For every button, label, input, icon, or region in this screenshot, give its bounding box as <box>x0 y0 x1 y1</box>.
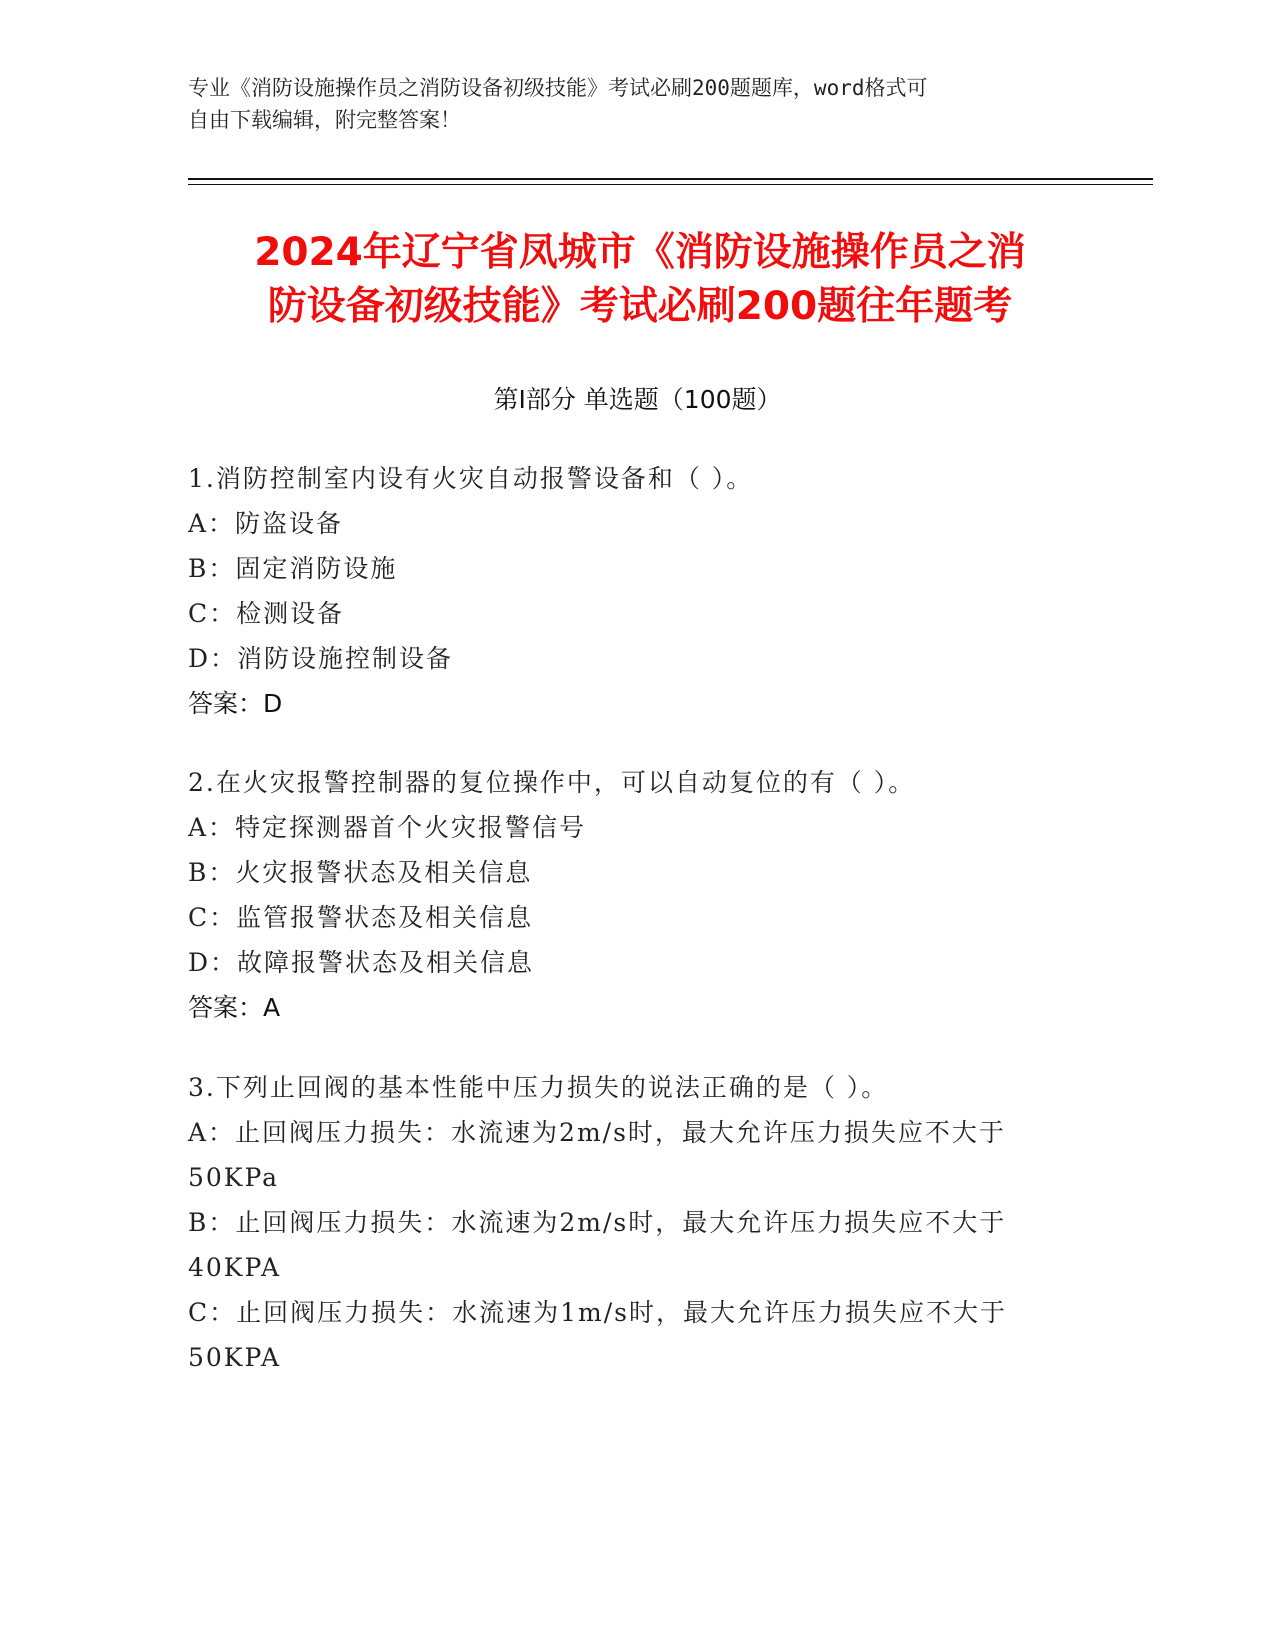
question-stem: 2.在火灾报警控制器的复位操作中，可以自动复位的有（ ）。 <box>188 768 916 797</box>
option-d: D：故障报警状态及相关信息 <box>188 948 535 977</box>
option-c: C：监管报警状态及相关信息 <box>188 903 534 932</box>
option-b: B：火灾报警状态及相关信息 <box>188 858 533 887</box>
question-stem: 1.消防控制室内设有火灾自动报警设备和（ ）。 <box>188 464 754 493</box>
question-2 <box>188 760 1088 1030</box>
option-b: B：止回阀压力损失：水流速为2m/s时，最大允许压力损失应不大于40KPA <box>188 1208 1007 1282</box>
answer-text: 答案：D <box>188 689 283 718</box>
question-1 <box>188 456 1088 726</box>
header-note-line-1: 专业《消防设施操作员之消防设备初级技能》考试必刷200题题库，word格式可 <box>188 76 928 100</box>
option-d: D：消防设施控制设备 <box>188 644 454 673</box>
option-b: B：固定消防设施 <box>188 554 398 583</box>
header-divider-thick <box>188 178 1153 180</box>
answer-text: 答案：A <box>188 993 281 1022</box>
header-note-line-2: 自由下载编辑，附完整答案！ <box>188 108 461 132</box>
option-a: A：止回阀压力损失：水流速为2m/s时，最大允许压力损失应不大于50KPa <box>188 1118 1006 1192</box>
option-c: C：止回阀压力损失：水流速为1m/s时，最大允许压力损失应不大于50KPA <box>188 1298 1007 1372</box>
question-stem: 3.下列止回阀的基本性能中压力损失的说法正确的是（ ）。 <box>188 1073 889 1102</box>
header-note <box>188 72 1088 136</box>
question-3 <box>188 1065 1038 1380</box>
document-title <box>160 226 1120 334</box>
document-title-line-2: 防设备初级技能》考试必刷200题往年题考 <box>267 284 1013 329</box>
option-a: A：特定探测器首个火灾报警信号 <box>188 813 587 842</box>
header-divider-thin <box>188 184 1153 185</box>
option-c: C：检测设备 <box>188 599 345 628</box>
section-heading: 第Ⅰ部分 单选题（100题） <box>493 385 782 414</box>
option-a: A：防盗设备 <box>188 509 344 538</box>
document-title-line-1: 2024年辽宁省凤城市《消防设施操作员之消 <box>254 230 1026 275</box>
